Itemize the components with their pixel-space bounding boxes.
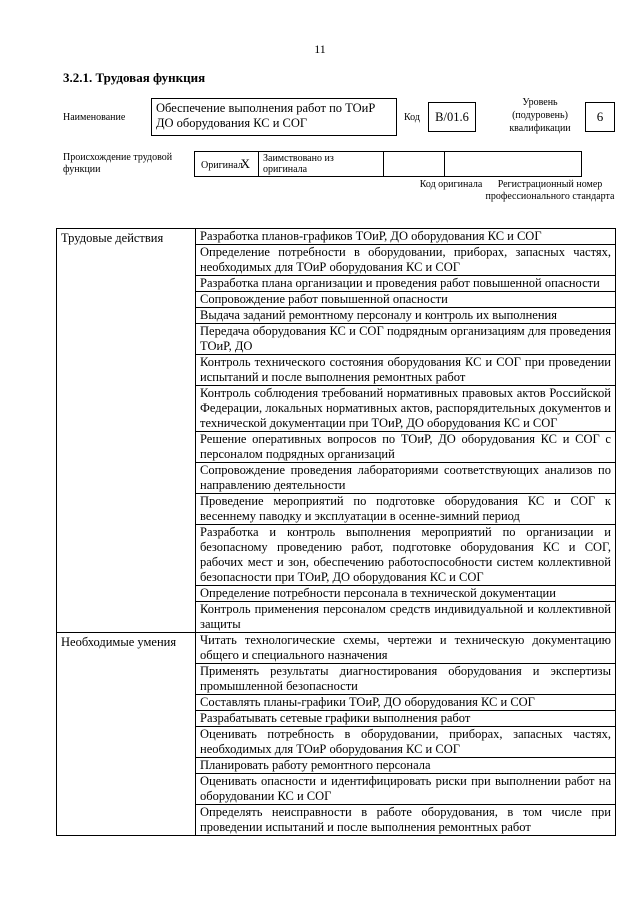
required-skills-item: Применять результаты диагностирования оборудования и экспертизы промышленной безопасности (196, 664, 616, 695)
labor-actions-item: Сопровождение работ повышенной опасности (196, 292, 616, 308)
labor-actions-item: Решение оперативных вопросов по ТОиР, ДО оборудования КС и СОГ с персоналом подрядных организаций (196, 432, 616, 463)
labor-actions-item: Выдача заданий ремонтному персоналу и контроль их выполнения (196, 308, 616, 324)
labor-actions-item: Сопровождение проведения лабораториями соответствующих анализов по направлению деятельности (196, 463, 616, 494)
table-row (57, 633, 616, 664)
original-code-cell (383, 151, 445, 177)
labor-actions-item: Проведение мероприятий по подготовке оборудования КС и СОГ к весеннему паводку и эксплуатации в осенне-зимний период (196, 494, 616, 525)
required-skills-item: Оценивать потребность в оборудовании, приборах, запасных частях, необходимых для ТОиР оборудования КС и СОГ (196, 727, 616, 758)
labor-actions-item: Передача оборудования КС и СОГ подрядным организациям для проведения ТОиР, ДО (196, 324, 616, 355)
required-skills-item: Оценивать опасности и идентифицировать риски при выполнении работ на оборудовании КС и СОГ (196, 774, 616, 805)
function-name-box: Обеспечение выполнения работ по ТОиР ДО оборудования КС и СОГ (151, 98, 397, 136)
table-row (57, 229, 616, 245)
required-skills-item: Определять неисправности в работе оборудования, в том числе при проведении испытаний и после выполнения ремонтных работ (196, 805, 616, 836)
function-code-box: В/01.6 (428, 102, 476, 132)
required-skills-item: Планировать работу ремонтного персонала (196, 758, 616, 774)
origin-row (195, 151, 582, 177)
labor-actions-item: Разработка плана организации и проведения работ повышенной опасности (196, 276, 616, 292)
required-skills-item: Составлять планы-графики ТОиР, ДО оборудования КС и СОГ (196, 695, 616, 711)
required-skills-label: Необходимые умения (57, 633, 196, 836)
original-mark: X (240, 156, 250, 171)
registration-number-caption: Регистрационный номер профессионального стандарта (485, 179, 615, 202)
registration-number-cell (444, 151, 582, 177)
labor-actions-item: Контроль применения персоналом средств индивидуальной и коллективной защиты (196, 602, 616, 633)
labor-actions-item: Определение потребности в оборудовании, приборах, запасных частях, необходимых для ТОиР оборудования КС и СОГ (196, 245, 616, 276)
original-label: Оригинал (201, 160, 243, 171)
code-label: Код (404, 112, 420, 123)
section-title: 3.2.1. Трудовая функция (63, 70, 206, 85)
labor-actions-item: Контроль соблюдения требований нормативных правовых актов Российской Федерации, локальных нормативных актов, распорядительных документов и технической документации при ТОиР, ДО оборудования КС и СОГ (196, 386, 616, 432)
labor-actions-item: Разработка планов-графиков ТОиР, ДО оборудования КС и СОГ (196, 229, 616, 245)
labor-actions-item: Контроль технического состояния оборудования КС и СОГ при проведении испытаний и после выполнения ремонтных работ (196, 355, 616, 386)
labor-actions-item: Определение потребности персонала в технической документации (196, 586, 616, 602)
qualification-level-box: 6 (585, 102, 615, 132)
qualification-level-label: Уровень (подуровень) квалификации (509, 97, 571, 134)
original-code-caption: Код оригинала (419, 179, 483, 190)
required-skills-item: Читать технологические схемы, чертежи и техническую документацию общего и специального назначения (196, 633, 616, 664)
required-skills-item: Разрабатывать сетевые графики выполнения работ (196, 711, 616, 727)
name-label: Наименование (63, 112, 126, 123)
function-table (56, 228, 616, 836)
labor-actions-item: Разработка и контроль выполнения мероприятий по организации и безопасному проведению работ, подготовке оборудования КС и СОГ, рабочих мест и зон, обеспечению работоспособности систем коллективной безопасности при ТОиР, ДО оборудования КС и СОГ (196, 525, 616, 586)
page-number: 11 (314, 42, 326, 56)
borrowed-label: Заимствовано из оригинала (258, 151, 384, 177)
origin-label: Происхождение трудовой функции (63, 152, 173, 175)
original-cell (194, 151, 259, 177)
labor-actions-label: Трудовые действия (57, 229, 196, 633)
